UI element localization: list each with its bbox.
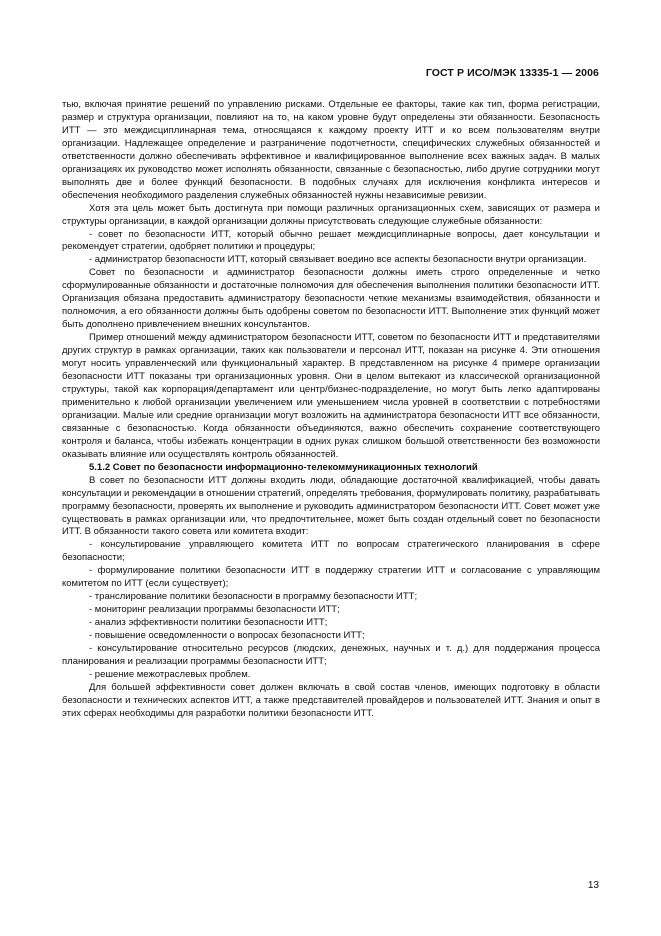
list-item: - решение межотраслевых проблем. <box>89 668 251 680</box>
section-heading-5-1-2: 5.1.2 Совет по безопасности информационно-телекоммуникационных технологий <box>89 461 478 473</box>
list-item: - формулирование политики безопасности ИТТ в поддержку стратегии ИТТ и согласование с управляющим комитетом по ИТТ (если существует); <box>62 565 600 590</box>
paragraph-council-members: В совет по безопасности ИТТ должны входить люди, обладающие достаточной квалификацией, чтобы давать консультации и рекомендации в отношении стратегий, определять требования, формулировать политику, разрабатывать программу безопасности, проверять их выполнение и руководить администратором безопасности ИТТ. Совет может уже существовать в рамках организации или, что предпочтительнее, может быть создан отдельный совет по безопасности ИТТ. В обязанности такого совета или комитета входит: <box>62 474 600 538</box>
paragraph-duties-intro: Хотя эта цель может быть достигнута при помощи различных организационных схем, зависящих от размера и структуры организации, в каждой организации должны присутствовать следующие служебные обязанности: <box>62 202 600 227</box>
paragraph-relations-example: Пример отношений между администратором безопасности ИТТ, советом по безопасности ИТТ и представителями других структур в рамках организации, таких как пользователи и персонал ИТТ, показан на рисунке 4. Эти отношения могут носить управленческий или функциональный характер. В представленном на рисунке 4 примере организации безопасности ИТТ показаны три организационных уровня. Они в целом вытекают из классической организационной структуры, такой как корпорация/департамент или центр/бизнес-подразделение, но могут быть легко адаптированы применительно к любой организации увеличением или уменьшением числа уровней в соответствии с потребностями организации. Малые или средние организации могут возложить на администратора безопасности ИТТ все обязанности, связанные с безопасностью. Когда обязанности объединяются, важно обеспечить сохранение соответствующего контроля и баланса, чтобы избежать концентрации в одних руках слишком большой ответственности без возможности оказывать влияние или осуществлять контроль обязанностей. <box>62 332 600 460</box>
list-item-council: - совет по безопасности ИТТ, который обычно решает междисциплинарные вопросы, дает консультации и рекомендует стратегии, одобряет политики и процедуры; <box>62 228 600 253</box>
list-item: - консультирование относительно ресурсов (людских, денежных, научных и т. д.) для поддержания процесса планирования и реализации программы безопасности ИТТ; <box>62 643 600 667</box>
list-item-administrator: - администратор безопасности ИТТ, который связывает воедино все аспекты безопасности внутри организации. <box>89 254 587 266</box>
page-number: 13 <box>587 880 599 891</box>
paragraph-council-composition: Для большей эффективности совет должен включать в свой состав членов, имеющих подготовку в области безопасности и технических аспектов ИТТ, а также представителей провайдеров и пользователей ИТТ. Знания и опыт в этих сферах необходимы для разработки политики безопасности ИТТ. <box>62 681 600 719</box>
list-item: - повышение осведомленности о вопросах безопасности ИТТ; <box>89 630 365 642</box>
list-item: - анализ эффективности политики безопасности ИТТ; <box>89 617 328 629</box>
list-item: - транслирование политики безопасности в программу безопасности ИТТ; <box>89 591 418 603</box>
paragraph-continuation: тью, включая принятие решений по управлению рисками. Отдельные ее факторы, такие как тип, форма регистрации, размер и структура организации, повлияют на то, на каком уровне будут определены эти обязанности. Безопасность ИТТ — это междисциплинарная тема, относящаяся к каждому проекту ИТТ и ко всем пользователям внутри организации. Надлежащее определение и разграничение подотчетности, специфических служебных обязанностей и ответственности должно обеспечивать эффективное и квалифицированное выполнение всех важных задач. В малых организациях их руководство может исполнять обязанности, связанные с безопасностью, либо другие сотрудники могут выполнять две и более функций безопасности. В подобных случаях для исключения конфликта интересов и обеспечения необходимого разделения служебных обязанностей нужны независимые ревизии. <box>62 99 600 201</box>
standard-header: ГОСТ Р ИСО/МЭК 13335-1 — 2006 <box>425 67 599 79</box>
document-body <box>62 99 600 721</box>
list-item: - мониторинг реализации программы безопасности ИТТ; <box>89 604 340 616</box>
paragraph-council-admin: Совет по безопасности и администратор безопасности должны иметь строго определенные и четко сформулированные обязанности и достаточные полномочия для обеспечения выполнения политики безопасности ИТТ. Организация обязана предоставить администратору безопасности четкие механизмы взаимодействия, обязанности и полномочия, а его обязанности должны быть одобрены советом по безопасности ИТТ. Выполнение этих функций может быть дополнено привлечением внешних консультантов. <box>62 267 600 331</box>
list-item: - консультирование управляющего комитета ИТТ по вопросам стратегического планирования в сфере безопасности; <box>62 539 600 564</box>
